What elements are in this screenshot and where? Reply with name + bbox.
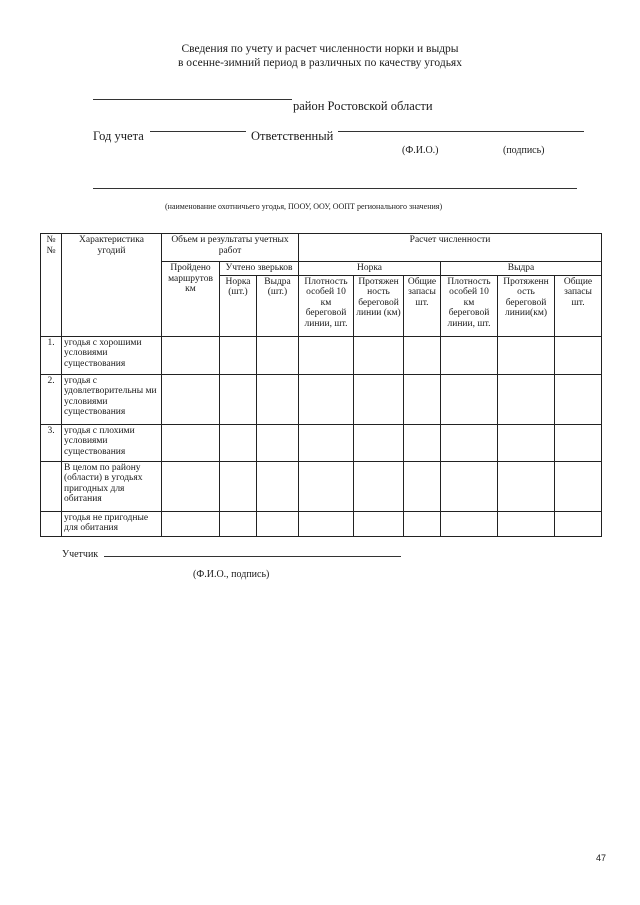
header-mink-density: Плотность особей 10 км береговой линии, шт. [299, 275, 354, 336]
data-cell[interactable] [257, 336, 299, 374]
header-tracks: Учтено зверьков [220, 262, 299, 276]
data-cell[interactable] [555, 461, 602, 511]
header-otter-length: Протяженн ость береговой линии(км) [498, 275, 555, 336]
data-cell[interactable] [498, 424, 555, 461]
responsible-blank-line[interactable] [338, 131, 584, 132]
header-calculation: Расчет численности [299, 234, 602, 262]
data-cell[interactable] [220, 374, 257, 424]
row-number [41, 461, 62, 511]
data-cell[interactable] [354, 511, 404, 536]
table-row [41, 336, 602, 374]
table-row [41, 461, 602, 511]
data-cell[interactable] [299, 424, 354, 461]
year-blank-line[interactable] [150, 131, 246, 132]
data-cell[interactable] [441, 424, 498, 461]
data-cell[interactable] [257, 374, 299, 424]
data-cell[interactable] [354, 336, 404, 374]
data-cell[interactable] [498, 511, 555, 536]
table-row [41, 511, 602, 536]
data-cell[interactable] [299, 336, 354, 374]
data-cell[interactable] [555, 424, 602, 461]
data-cell[interactable] [404, 511, 441, 536]
header-mink-length: Протяжен ность береговой линии (км) [354, 275, 404, 336]
data-cell[interactable] [354, 374, 404, 424]
header-volume: Объем и результаты учетных работ [162, 234, 299, 262]
header-mink-group: Норка [299, 262, 441, 276]
region-blank-line[interactable] [93, 99, 292, 100]
row-label: угодья с плохими условиями существования [62, 424, 162, 461]
data-cell[interactable] [404, 336, 441, 374]
header-otter-group: Выдра [441, 262, 602, 276]
data-cell[interactable] [354, 461, 404, 511]
data-cell[interactable] [220, 461, 257, 511]
data-cell[interactable] [162, 336, 220, 374]
row-label: угодья с хорошими условиями существования [62, 336, 162, 374]
data-cell[interactable] [404, 424, 441, 461]
data-cell[interactable] [498, 336, 555, 374]
row-label: угодья не пригодные для обитания [62, 511, 162, 536]
year-label: Год учета [93, 129, 144, 143]
data-cell[interactable] [555, 374, 602, 424]
signature-caption: (подпись) [503, 145, 545, 156]
header-otter-count: Выдра (шт.) [257, 275, 299, 336]
responsible-label: Ответственный [251, 129, 334, 143]
header-otter-density: Плотность особей 10 км береговой линии, шт. [441, 275, 498, 336]
land-blank-line[interactable] [93, 188, 577, 189]
data-cell[interactable] [299, 461, 354, 511]
header-mink-total: Общие запасы шт. [404, 275, 441, 336]
accountant-blank-line[interactable] [104, 556, 401, 557]
data-cell[interactable] [257, 461, 299, 511]
data-cell[interactable] [441, 511, 498, 536]
header-number: № № [41, 234, 62, 337]
header-mink-count: Норка (шт.) [220, 275, 257, 336]
data-cell[interactable] [162, 374, 220, 424]
document-title [0, 42, 640, 70]
data-cell[interactable] [220, 336, 257, 374]
header-characteristic: Характеристика угодий [62, 234, 162, 337]
census-table [40, 233, 602, 537]
data-cell[interactable] [555, 511, 602, 536]
data-cell[interactable] [441, 336, 498, 374]
page-number: 47 [595, 853, 606, 863]
data-cell[interactable] [299, 511, 354, 536]
data-cell[interactable] [404, 461, 441, 511]
row-number: 1. [41, 336, 62, 374]
data-cell[interactable] [498, 374, 555, 424]
data-cell[interactable] [441, 374, 498, 424]
data-cell[interactable] [354, 424, 404, 461]
data-cell[interactable] [220, 424, 257, 461]
title-line-2: в осенне-зимний период в различных по качеству угодьях [178, 57, 462, 69]
row-number: 2. [41, 374, 62, 424]
header-otter-total: Общие запасы шт. [555, 275, 602, 336]
data-cell[interactable] [257, 424, 299, 461]
data-cell[interactable] [162, 511, 220, 536]
table-row [41, 424, 602, 461]
row-number: 3. [41, 424, 62, 461]
accountant-caption: (Ф.И.О., подпись) [193, 569, 270, 580]
region-suffix: район Ростовской области [293, 99, 433, 113]
table-row [41, 374, 602, 424]
header-routes: Пройдено маршрутов км [162, 262, 220, 337]
title-line-1: Сведения по учету и расчет численности норки и выдры [181, 43, 459, 55]
accountant-label: Учетчик [62, 549, 99, 560]
row-number [41, 511, 62, 536]
data-cell[interactable] [555, 336, 602, 374]
land-caption: (наименование охотничьего угодья, ПООУ, ООУ, ООПТ регионального значения) [165, 202, 443, 211]
data-cell[interactable] [257, 511, 299, 536]
data-cell[interactable] [498, 461, 555, 511]
row-label: В целом по району (области) в угодьях пригодных для обитания [62, 461, 162, 511]
data-cell[interactable] [162, 461, 220, 511]
row-label: угодья с удовлетворительны ми условиями существования [62, 374, 162, 424]
fio-caption: (Ф.И.О.) [402, 145, 439, 156]
data-cell[interactable] [404, 374, 441, 424]
data-cell[interactable] [441, 461, 498, 511]
data-cell[interactable] [162, 424, 220, 461]
data-cell[interactable] [220, 511, 257, 536]
data-cell[interactable] [299, 374, 354, 424]
